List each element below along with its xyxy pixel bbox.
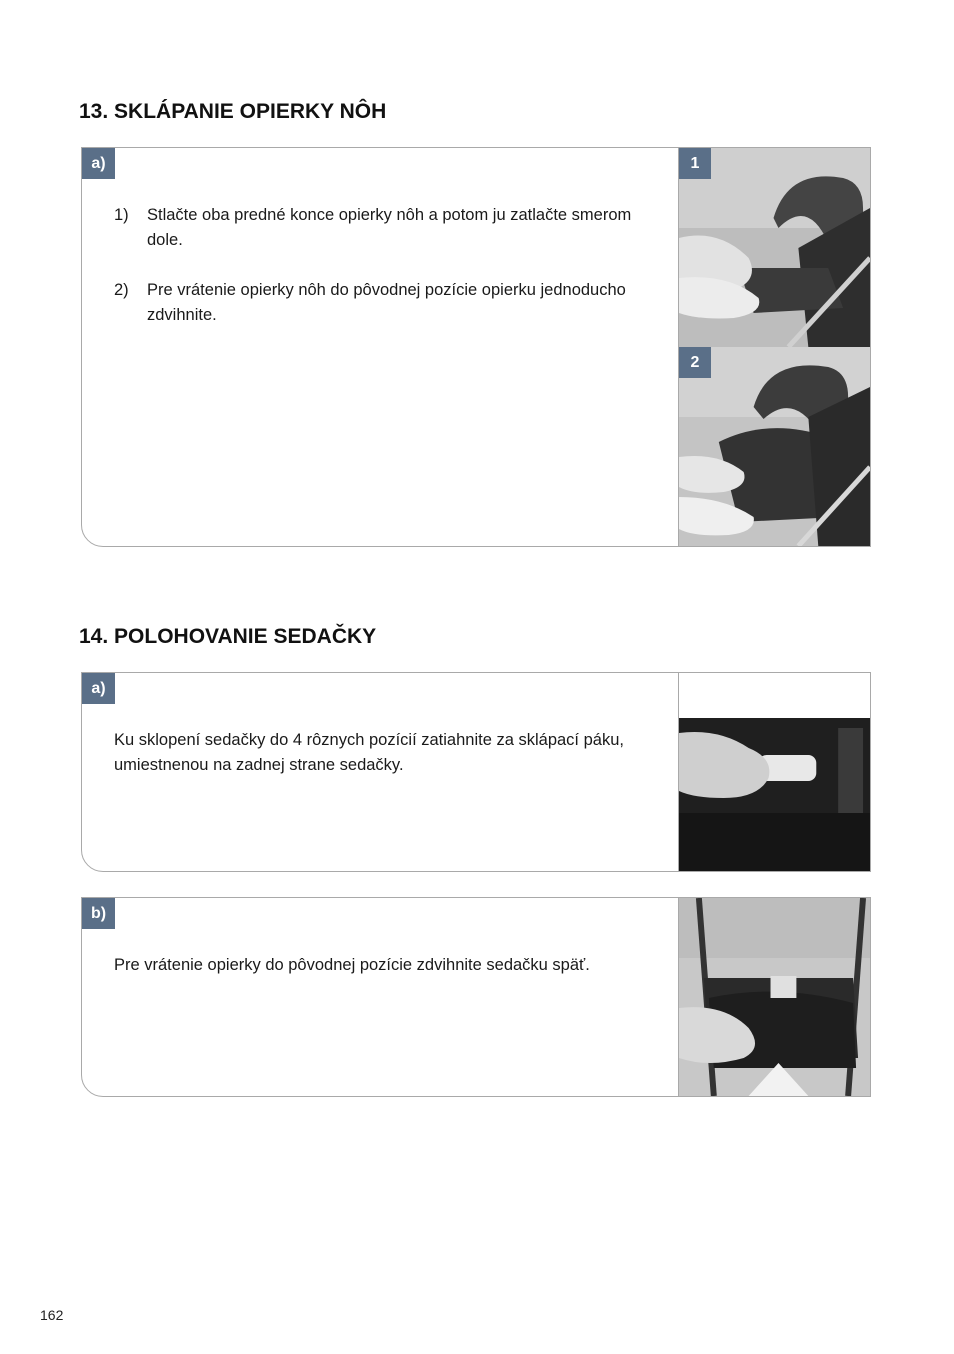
instruction-text: Ku sklopení sedačky do 4 rôznych pozícií zatiahnite za sklápací páku, umiestnenou na zadnej strane sedačky. [114,731,624,774]
footrest-photo-2 [679,347,870,546]
instruction-step [114,203,634,253]
section-title-13: 13. SKLÁPANIE OPIERKY NÔH [79,100,387,123]
step-text: Pre vrátenie opierky nôh do pôvodnej pozície opierku jednoducho zdvihnite. [147,281,626,324]
photo-illustration [679,673,870,871]
step-number: 1) [114,206,129,224]
step-badge: a) [82,673,115,704]
step-text: Stlačte oba predné konce opierky nôh a potom ju zatlačte smerom dole. [147,206,632,249]
photo-badge: 1 [679,148,711,179]
step-badge: b) [82,898,115,929]
instruction-panel-13a [81,147,871,547]
seat-raise-photo [679,898,870,1096]
photo-column [678,148,870,546]
instruction-panel-14b [81,897,871,1097]
seat-lever-photo [679,673,870,871]
photo-illustration [679,898,870,1096]
section-title-14: 14. POLOHOVANIE SEDAČKY [79,625,377,648]
instruction-step [114,278,634,328]
page-number: 162 [40,1307,64,1323]
photo-column [678,673,870,871]
footrest-photo-1 [679,148,870,347]
instruction-text: Pre vrátenie opierky do pôvodnej pozície zdvihnite sedačku späť. [114,956,590,974]
instruction-steps [114,203,634,353]
photo-column [678,898,870,1096]
step-number: 2) [114,281,129,299]
step-badge: a) [82,148,115,179]
photo-badge: 2 [679,347,711,378]
instruction-panel-14a [81,672,871,872]
